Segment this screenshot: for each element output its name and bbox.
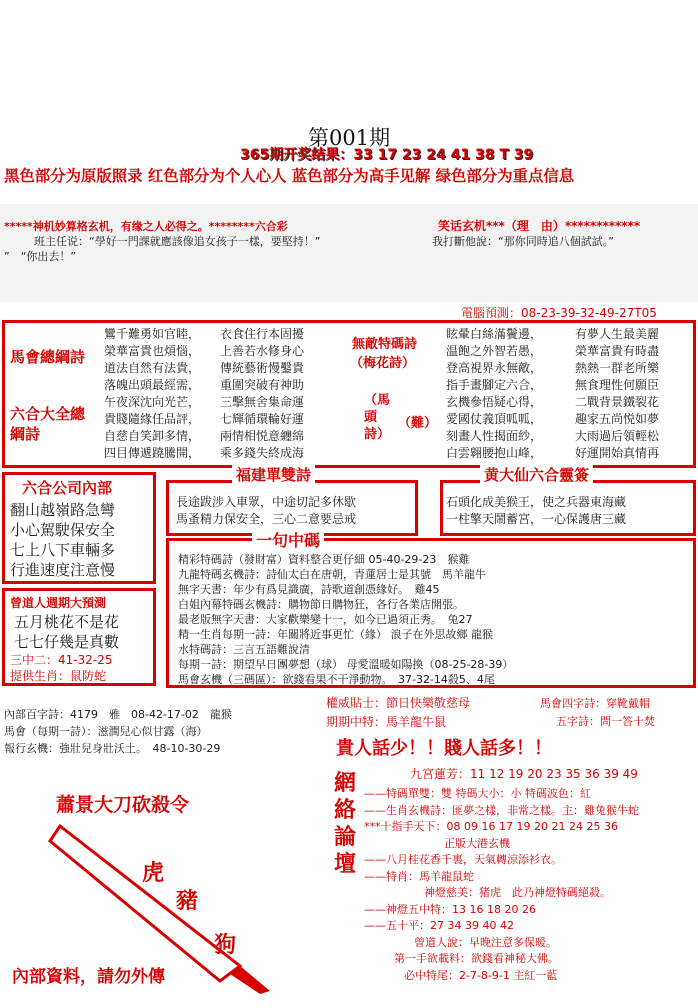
poem-line: 熱熱一群老所樂 [575, 361, 660, 375]
poem-line: 三擊無舍集命運 [220, 395, 305, 409]
middle-code-lines [178, 552, 513, 687]
poem-line: 傳統藝術慢鑿貴 [220, 361, 305, 375]
poem-line: 指手畫腳定六合， [446, 378, 543, 392]
company-title: 六合公司內部 [22, 479, 113, 497]
inner-line: 馬會（每期一詩）：滋潤兒心似甘露（海） [4, 725, 208, 738]
fujian-lines [176, 494, 356, 528]
huang-line: 石頭化成美猴王，使之兵器東海藏 [446, 495, 627, 509]
middle-code-title: 一句中碼 [252, 528, 324, 551]
forum-char: 絡 [333, 798, 356, 823]
poem-line: 玄機參悟疑心得， [446, 395, 543, 409]
forum-line: ——特碼單雙：雙 特碼大小：小 特碼波色：紅 [364, 787, 591, 800]
computer-forecast: 電腦預測：08-23-39-32-49-27T05 [461, 306, 657, 320]
company-line: 七上八下車輛多 [10, 541, 116, 559]
code-line: 馬會玄機（三碼區）：欲錢看果不干淨動物。 37-32-14殺5、4尾 [178, 673, 495, 686]
horse-head-clue: （馬頭詩） [364, 393, 391, 442]
horse-poem-title: 馬會總綱詩 [10, 348, 86, 366]
forum-line: ***十指手天下：08 09 16 17 19 20 21 24 25 36 [364, 820, 618, 833]
poem-line: 二戰背景鐵裂花 [575, 395, 660, 409]
provider-zodiac: 提供生肖：鼠防蛇 [10, 669, 107, 683]
poem-b [220, 326, 304, 462]
forum-line: ——八月桂花香千裏，天氣轉涼添衫衣。 [364, 853, 562, 866]
footer-note: 內部資料，請勿外傳 [12, 967, 165, 987]
zeng-title: 曾道人週期大預測 [10, 596, 107, 610]
inner-line: 內部百字詩：4179 雅 08-42-17-02 龍猴 [4, 708, 232, 721]
knife-word: 虎 [142, 861, 165, 886]
knife-word: 狗 [214, 933, 237, 958]
zeng-line: 七七仔幾是真數 [14, 633, 120, 651]
knife-title: 蕭景大刀砍殺令 [56, 794, 190, 816]
difficult-clue: （難） [398, 416, 438, 431]
company-line: 行進速度注意慢 [10, 561, 116, 579]
knife-word: 豬 [176, 889, 199, 914]
inner-info [4, 706, 232, 757]
company-lines [10, 500, 115, 580]
poem-line: 午夜深沈向光芒， [104, 395, 201, 409]
forum-line: ——生肖玄機詩：匪夢之樣，非常之樣。主：雞兔猴牛蛇 [364, 803, 639, 817]
poem-d [575, 326, 659, 462]
draw-result: 365期开奖结果：33 17 23 24 41 38 T 39 [240, 147, 534, 163]
poem-line: 眩暈白絲滿鬢邊， [446, 327, 543, 341]
code-line: 精彩特碼詩（發財富）資料整合更仔細 05-40-29-23 猴雞 [178, 553, 470, 566]
zeng-line: 五月桃花不是花 [14, 613, 120, 631]
poem-c [446, 326, 542, 462]
inner-line: 報行玄機：強壯兒身壯沃土。 48-10-30-29 [4, 742, 221, 755]
forum-line: 曾道人說：早晚注意多保暖。 [414, 935, 557, 949]
issue-title: 第001期 [308, 126, 391, 150]
poem-line: 榮華富貴有時盡 [575, 344, 660, 358]
code-line: 精一生肖每期一詩：年關將近事更忙（緣） 浪子在外思故鄉 龍猴 [178, 628, 493, 641]
poem-line: 好運開始真情再 [575, 446, 660, 460]
fujian-line: 長途跋涉入車眾，中途切記多休歇 [176, 495, 357, 509]
four-word-poem: 馬會四字詩：穿靴戴帽 [540, 697, 650, 710]
forum-char: 網 [333, 771, 356, 796]
poem-line: 趣家五尚悦如夢 [575, 412, 660, 426]
authority-tip: 權威貼士：節日快樂敬慈母 [326, 696, 471, 710]
liuhe-poem-title: 六合大全總綱詩 [10, 405, 86, 443]
poem-line: 刻畫人性揭面紗， [446, 429, 543, 443]
company-line: 小心駕駛保安全 [10, 521, 116, 539]
poem-line: 道法自然有法貴， [104, 361, 201, 375]
code-line: 最老版無字天書：大家歡樂變十一，如今已過須正秀。 兔27 [178, 613, 473, 626]
issue-special: 期期中特：馬羊龍牛鼠 [326, 715, 447, 729]
huang-title: 黄大仙六合靈簽 [480, 464, 593, 485]
poem-line: 無食理性何願臣 [575, 378, 660, 392]
color-legend: 黑色部分为原版照录 红色部分为个人心人 蓝色部分为高手见解 绿色部分为重点信息 [4, 167, 575, 185]
company-line: 翻山越嶺路急彎 [10, 501, 116, 519]
zeng-lines [14, 612, 119, 652]
forum-line: 神燈慈美：猪虎 此乃神燈特碼絕殺。 [424, 886, 611, 899]
forum-line: 第一手欲載料：欲錢看神秘大佛。 [394, 952, 559, 965]
forum-list [364, 786, 639, 984]
nine-palace: 九宮蓮芳：11 12 19 20 23 35 36 39 49 [410, 767, 638, 781]
poem-line: 四目傳遞蹺騰開， [104, 446, 201, 460]
poem-line: 愛國仗義頂呱呱， [446, 412, 543, 426]
poem-a [104, 326, 200, 462]
poem-line: 貴賤隨緣任品評， [104, 412, 201, 426]
joke-right-line: 我打斷他說：“那你同時追八個試試。” [432, 235, 614, 248]
fujian-line: 馬蚤精力保安全，三心二意要忌戒 [176, 512, 357, 526]
fujian-title: 福建單雙詩 [232, 464, 315, 485]
code-line: 水特碼詩：三言五語難說清 [178, 643, 310, 656]
huang-lines [446, 494, 626, 528]
joke-left-line: 班主任说：“學好一門課就應該像追女孩子一樣，要堅持！” [34, 235, 321, 248]
code-line: 每期一詩：期望早日團夢想（球） 母愛溫暖如陽換（08-25-28-39） [178, 658, 514, 671]
poem-line: 鸞千難勇如官睦， [104, 327, 201, 341]
poem-line: 兩情相悦意纏綿 [220, 429, 305, 443]
huang-line: 一柱擎天鬧蓄宮，一心保護唐三藏 [446, 512, 627, 526]
poem-line: 七輝循環輪好運 [220, 412, 305, 426]
poem-line: 榮華富貴也煩惱， [104, 344, 201, 358]
forum-line: 必中特尾：2-7-8-9-1 主紅一藍 [404, 968, 558, 982]
code-line: 九龍特碼玄機詩：詩仙太白在唐朝，青蓮居士是其號 馬羊龍牛 [178, 568, 486, 581]
poem-line: 登高視界永無敵， [446, 361, 543, 375]
poem-line: 有夢人生最美麗 [575, 327, 660, 341]
code-line: 無字天書：年少有爲見識廣，詩歌道創憑緣好。 雞45 [178, 583, 440, 596]
poem-line: 自慈自笑卸多情， [104, 429, 201, 443]
poem-line: 重圍突破有神助 [220, 378, 305, 392]
forum-line: ——神燈五中特：13 16 18 20 26 [364, 902, 536, 916]
poem-line: 白雲翱腰抱山峰， [446, 446, 543, 460]
poem-line: 上善若水修身心 [220, 344, 305, 358]
plum-poem-subtitle: （梅花詩） [350, 356, 416, 371]
poem-line: 衣食住行本固擾 [220, 327, 305, 341]
forum-seal [330, 770, 360, 878]
slogan: 貴人話少！！賤人話多！！ [336, 738, 552, 759]
forum-line: 正版大港玄機 [444, 836, 510, 850]
code-line: 白姐內幕特碼玄機詩：購物節日購物狂，各行各業店開張。 [178, 598, 464, 611]
forum-char: 壇 [333, 852, 356, 877]
joke-left-line: ” “你出去！” [4, 250, 77, 263]
poem-line: 温飽之外智若愚， [446, 344, 543, 358]
joke-left-title: *****神机妙算格玄机，有缘之人必得之。********六合彩 [4, 220, 288, 233]
forum-char: 論 [333, 825, 356, 850]
invincible-poem-title: 無敵特碼詩 [352, 337, 418, 352]
poem-line: 落魄出頭最經需， [104, 378, 201, 392]
three-in-two: 三中二：41-32-25 [10, 653, 113, 667]
forum-line: ——特肖：馬羊龍鼠蛇 [364, 869, 474, 883]
poem-line: 乘多錢失終成海 [220, 446, 305, 460]
five-word-poem: 五字詩：問一答十焚 [556, 715, 655, 728]
forum-line: ——五十平：27 34 39 40 42 [364, 919, 514, 932]
joke-right-title: 笑话玄机***（理 由）************ [438, 219, 641, 233]
poem-line: 大雨過后領輕松 [575, 429, 660, 443]
